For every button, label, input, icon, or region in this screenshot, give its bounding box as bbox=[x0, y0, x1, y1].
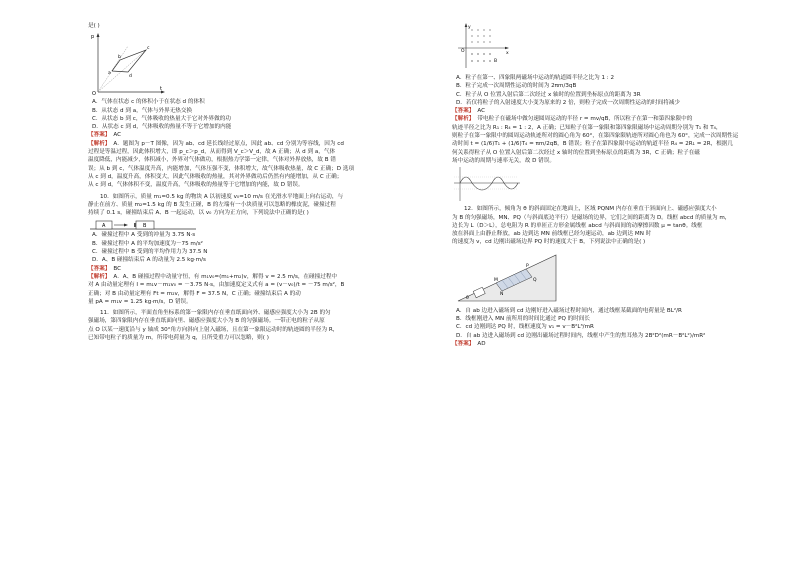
blocks-diagram bbox=[88, 217, 198, 231]
q11-stem: 11．如图所示，平面直角坐标系的第一象限内存在垂直纸面向外、磁感应强度大小为 2B 的匀 bbox=[100, 310, 331, 317]
field-crosses bbox=[471, 53, 491, 62]
q9-analysis-line: 误；从 b 到 c，气体温度升高，内能增加，气体压强不变，体积增大，故气体吸收热量，故 C 正确；D 选项 bbox=[88, 165, 355, 172]
q11-answer bbox=[452, 107, 782, 115]
point-d-label: d bbox=[129, 74, 132, 80]
q11-option-c: C．粒子从 O 位置入射后第二次经过 x 轴时的位置到坐标原点的距离为 3R bbox=[456, 91, 641, 98]
answer-tag: 【答案】 bbox=[88, 132, 111, 139]
label-m: M bbox=[494, 277, 498, 283]
b-label: B bbox=[494, 59, 498, 64]
q11-analysis-line-1: 【解析】 带电粒子在磁场中做匀速圆周运动的半径 r = mv/qB，所以粒子在第一和第四象限中的 bbox=[452, 116, 693, 123]
trajectory-figure bbox=[452, 165, 782, 205]
q12-option-d: D．自 ab 边进入磁场到 cd 边刚出磁场过程时间内，线框中产生的焦耳热为 2B²D²(mR－B²L²)/mR² bbox=[456, 332, 706, 339]
q11-analysis-line: 何关系得粒子从 O 位置入射后第二次经过 x 轴时的位置到坐标原点的距离为 3R，C 正确；粒子在磁 bbox=[452, 149, 700, 156]
q12-option-c: C．cd 边刚到达 PQ 时，线框速度为 v₁ = v－B²L³/mR bbox=[456, 324, 594, 331]
q10-figure bbox=[88, 217, 418, 231]
q12-stem: 为 B 的匀强磁场，MN、PQ（与斜面底边平行）是磁场的边界，它们之间的距离为 D。线框 abcd 的质量为 m， bbox=[452, 214, 731, 221]
field-dots bbox=[471, 29, 490, 42]
q9-figure bbox=[88, 30, 418, 98]
q9-analysis-line: 温度降低，内能减少，体积减小，外界对气体做功，根据热力学第一定律，气体对外界放热，故 B 错 bbox=[88, 157, 336, 164]
q11-stem: 强磁场，第四象限内存在垂直纸面向里、磁感应强度大小为 B 的匀强磁场。一带正电的粒子从原 bbox=[88, 318, 325, 325]
q10-analysis-line-1: 【解析】 A．A、B 碰撞过程中动量守恒，有 m₁v₀=(m₁+m₂)v，解得 v = 2.5 m/s，在碰撞过程中 bbox=[88, 273, 338, 280]
block-a-label: A bbox=[102, 223, 106, 230]
incline-diagram bbox=[452, 247, 562, 305]
q11-stem: 已知带电粒子的质量为 m，所带电荷量为 q，且所受重力可以忽略，则( ) bbox=[88, 335, 269, 342]
answer-tag: 【答案】 bbox=[452, 108, 475, 115]
q12-stem: 12．如图所示，倾角为 θ 的斜面固定在地面上，区域 PQNM 内存在垂直于斜面向上、磁感应强度大小 bbox=[464, 206, 717, 213]
label-theta: θ bbox=[466, 295, 469, 301]
q10-analysis-line: 正确；对 B 由动量定理有 Ft = m₂v，解得 F = 37.5 N，C 正确；碰撞结束后 A 的动 bbox=[88, 290, 301, 297]
q10-option-c: C．碰撞过程中 B 受到的平均作用力为 37.5 N bbox=[92, 249, 208, 256]
question-tail: 是( ) bbox=[88, 23, 100, 29]
q10-answer bbox=[88, 265, 418, 273]
block-b-label: B bbox=[143, 223, 147, 230]
q9-option-a: A．气体在状态 c 的体积小于在状态 d 的体积 bbox=[92, 99, 205, 106]
analysis-tag: 【解析】 bbox=[88, 273, 111, 280]
magnetic-field-diagram bbox=[452, 22, 512, 72]
q12-answer-value: AD bbox=[477, 340, 486, 347]
right-column bbox=[452, 22, 782, 348]
pt-graph bbox=[88, 30, 168, 96]
q9-option-c: C．从状态 b 到 c，气体吸收的热量大于它对外界做的功 bbox=[92, 115, 231, 122]
x-axis-label: x bbox=[506, 51, 509, 56]
q9-answer-value: AC bbox=[113, 132, 122, 139]
analysis-tag: 【解析】 bbox=[88, 140, 111, 147]
q10-option-d: D．A、B 碰撞结束后 A 的动量为 2.5 kg·m/s bbox=[92, 257, 206, 264]
axis-t-label: t bbox=[160, 86, 162, 93]
q11-figure bbox=[452, 22, 782, 74]
q10-answer-value: BC bbox=[113, 265, 122, 272]
q11-option-a: A．粒子在第一、四象限两磁场中运动的轨道圆半径之比为 1 : 2 bbox=[456, 75, 615, 81]
q12-stem: 边长为 L（D＞L），总电阻为 R 的单匝正方形金属线框 abcd 与斜面间的动摩擦因数 μ = tanθ。线框 bbox=[452, 222, 703, 229]
q9-analysis-line-1: 【解析】 A．题图为 p－T 图像，因为 ab、cd 延长线经过原点，因此 ab、cd 分别为等容线，因为 cd bbox=[88, 140, 344, 147]
q9-answer bbox=[88, 131, 418, 139]
q10-stem: 持续了 0.1 s，碰撞结束后 A、B 一起运动，以 v₀ 方向为正方向，下列说法中正确的是( ) bbox=[88, 210, 309, 217]
analysis-tag: 【解析】 bbox=[452, 116, 475, 123]
point-a-label: a bbox=[108, 71, 111, 77]
origin-label: O bbox=[92, 91, 96, 97]
point-c-label: c bbox=[147, 46, 150, 52]
axis-p-label: p bbox=[91, 34, 95, 41]
q12-answer bbox=[452, 340, 782, 348]
y-axis-label: y bbox=[468, 25, 471, 30]
q11-analysis-line: 则粒子在第一象限中的圆周运动轨迹所对的圆心角为 60°，在第四象限轨迹所对圆心角也为 60°，完成一次周期性运 bbox=[452, 133, 739, 140]
q12-stem: 的速度为 v，cd 边刚出磁场边界 PQ 时的速度大于 B，下列说法中正确的是( ) bbox=[452, 239, 646, 246]
q11-answer-value: AC bbox=[477, 108, 486, 115]
trajectory-diagram bbox=[452, 165, 522, 203]
label-n: N bbox=[500, 291, 504, 297]
q10-stem: 静止在前方、质量 m₂=1.5 kg 的 B 发生正碰，B 的左端有一小块质量可以忽略的橡皮泥，碰撞过程 bbox=[88, 201, 336, 208]
q10-analysis-line: 对 A 由动量定理有 I = m₁v－m₁v₀ = －3.75 N·s，由加速度定义式有 a = (v－v₀)/t = －75 m/s²，B bbox=[88, 282, 345, 289]
q12-stem: 放在斜面上由静止释放，ab 边到达 MN 前线框已经匀速运动，ab 边到达 MN 时 bbox=[452, 231, 652, 238]
q10-option-a: A．碰撞过程中 A 受到的冲量为 3.75 N·s bbox=[92, 232, 196, 239]
q11-analysis-line: 轨迹半径之比为 R₁ : R₄ = 1 : 2，A 正确；已知粒子在第一象限和第四象限磁场中运动周期分别为 T₁ 和 T₄， bbox=[452, 124, 722, 131]
q9-option-d: D．从状态 c 到 d，气体吸收的热量不等于它增加的内能 bbox=[92, 124, 232, 131]
answer-tag: 【答案】 bbox=[452, 340, 475, 347]
left-column bbox=[88, 22, 418, 342]
answer-tag: 【答案】 bbox=[88, 265, 111, 272]
label-p: P bbox=[526, 263, 529, 269]
q12-option-a: A．自 ab 边进入磁场到 cd 边刚好进入磁场过程时间内，通过线框某截面的电荷量是 BL²/R bbox=[456, 307, 682, 314]
q11-stem: 点 O 以某一速度沿与 y 轴成 30°角方向斜向上射入磁场，且在第一象限运动时的轨迹圆的半径为 R， bbox=[88, 326, 339, 333]
q9-option-b: B．从状态 d 到 a，气体与外界无热交换 bbox=[92, 107, 193, 114]
q9-analysis-line: 从 c 到 d，温度升高，体积变大，因此气体吸收的热量，其对外界做功后仍然有内能增加，从 C 正确； bbox=[88, 173, 343, 180]
q11-option-b: B．粒子完成一次周期性运动的时间为 2πm/3qB bbox=[456, 83, 577, 90]
q10-analysis-line: 量 pA = m₁v = 1.25 kg·m/s，D 错误。 bbox=[88, 298, 192, 305]
q12-figure bbox=[452, 247, 782, 307]
point-b-label: b bbox=[118, 55, 121, 61]
q10-option-b: B．碰撞过程中 A 的平均加速度为－75 m/s² bbox=[92, 240, 203, 247]
q9-analysis-line: 从 c 到 d，气体体积不变，温度升高，气体吸收的热量等于它增加的内能，故 D 错误。 bbox=[88, 182, 304, 189]
q9-analysis-line: 过程是等温过程，因此体积增大，即 p_c＞p_d，从而得到 V_c＞V_d，故 A 正确；从 d 到 a，气体 bbox=[88, 149, 336, 156]
q10-stem: 10．如图所示，质量 m₁=0.5 kg 的物块 A 以初速度 v₀=10 m/s 在光滑水平地面上向右运动，与 bbox=[100, 193, 344, 200]
q11-analysis-line: 场中运动的周期与速率无关，故 D 错误。 bbox=[452, 157, 555, 164]
origin-label: O bbox=[461, 49, 465, 54]
q12-option-b: B．线框刚进入 MN 前所用的时间比通过 PQ 的时间长 bbox=[456, 316, 591, 323]
q11-option-d: D．若仅将粒子的入射速度大小变为原来的 2 倍，则粒子完成一次周期性运动的时间将减少 bbox=[456, 99, 680, 106]
q11-analysis-line: 动时间 t = (1/6)T₁ + (1/6)T₄ = πm/2qB，B 错误；粒子在第四象限中运动的轨道半径 R₄ = 2R₁ = 2R，根据几 bbox=[452, 141, 733, 148]
label-q: Q bbox=[533, 277, 537, 283]
